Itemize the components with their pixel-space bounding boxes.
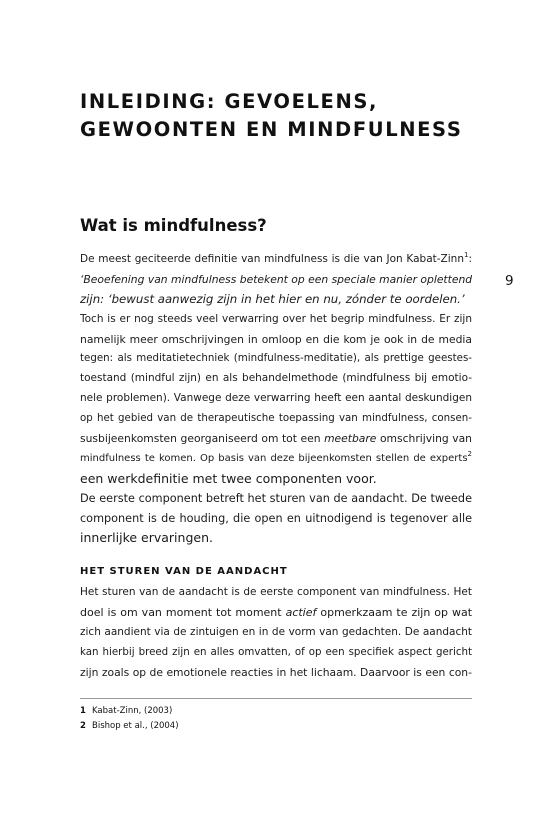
footnote-ref-2[interactable]: 2 xyxy=(467,449,472,458)
text-run: : xyxy=(468,253,472,265)
footnote-ref-1[interactable]: 1 xyxy=(463,251,469,259)
text-run: doel is om van moment tot moment xyxy=(80,605,286,619)
body-line: Het sturen van de aandacht is de eerste component van mindfulness. Het xyxy=(80,586,472,598)
text-run: mindfulness te komen. Op basis van deze bijeenkomsten stellen de experts xyxy=(80,452,468,464)
text-run: De meest geciteerde definitie van mindfulness is die van Jon Kabat-Zinn xyxy=(80,253,464,265)
text-run: omschrijving van xyxy=(376,432,472,446)
body-line: zijn zoals op de emotionele reacties in het lichaam. Daarvoor is een con- xyxy=(80,665,472,679)
body-line: tegen: als meditatietechniek (mindfulness-meditatie), als prettige geestes- xyxy=(80,352,472,365)
body-line: De eerste component betreft het sturen van de aandacht. De tweede xyxy=(80,491,472,505)
body-line: toestand (mindful zijn) en als behandelmethode (mindfulness bij emotio- xyxy=(80,372,472,385)
footnote-text: Bishop et al., (2004) xyxy=(92,721,179,731)
emphasis-text: actief xyxy=(285,605,317,619)
footnote-1 xyxy=(80,706,172,716)
footnote-number: 2 xyxy=(80,721,86,731)
quote-line: zijn: ‘bewust aanwezig zijn in het hier en nu, zónder te oordelen.’ xyxy=(80,291,465,306)
footnote-2 xyxy=(80,721,179,731)
text-run: opmerkzaam te zijn op wat xyxy=(316,605,473,619)
body-line: innerlijke ervaringen. xyxy=(80,530,213,546)
body-line xyxy=(80,250,472,270)
subsection-heading: HET STUREN VAN DE AANDACHT xyxy=(80,566,288,577)
body-line: op het gebied van de therapeutische toepassing van mindfulness, consen- xyxy=(80,412,472,425)
body-line: nele problemen). Vanwege deze verwarring heeft een aantal deskundigen xyxy=(80,392,472,405)
text-run: susbijeenkomsten georganiseerd om tot een xyxy=(80,432,325,446)
chapter-title xyxy=(80,88,462,144)
body-line: namelijk meer omschrijvingen in omloop en die kom je ook in de media xyxy=(80,332,472,346)
quote-line: ‘Beoefening van mindfulness betekent op een speciale manier oplettend xyxy=(80,272,473,286)
paragraph-attention xyxy=(80,583,472,682)
footnote-number: 1 xyxy=(80,706,86,716)
body-line: kan hierbij breed zijn en alles omvatten, of op een specifiek aspect gericht xyxy=(80,645,472,658)
body-line: zich aandient via de zintuigen en in de vorm van gedachten. De aandacht xyxy=(80,625,472,638)
page-number: 9 xyxy=(505,273,514,289)
emphasis-text: meetbare xyxy=(324,432,377,446)
body-line: een werkdefinitie met twee componenten voor. xyxy=(80,470,377,486)
section-title: Wat is mindfulness? xyxy=(80,216,267,235)
body-line xyxy=(80,603,472,623)
chapter-title-line-2: GEWOONTEN EN MINDFULNESS xyxy=(80,118,463,141)
footnote-text: Kabat-Zinn, (2003) xyxy=(92,706,173,716)
body-line xyxy=(80,429,472,449)
footnote-divider xyxy=(80,698,472,699)
body-line xyxy=(80,449,472,469)
body-line: Toch is er nog steeds veel verwarring over het begrip mindfulness. Er zijn xyxy=(80,312,472,325)
paragraph-definition xyxy=(80,250,472,548)
chapter-title-line-1: INLEIDING: GEVOELENS, xyxy=(80,90,379,113)
body-line: component is de houding, die open en uitnodigend is tegenover alle xyxy=(80,511,472,525)
